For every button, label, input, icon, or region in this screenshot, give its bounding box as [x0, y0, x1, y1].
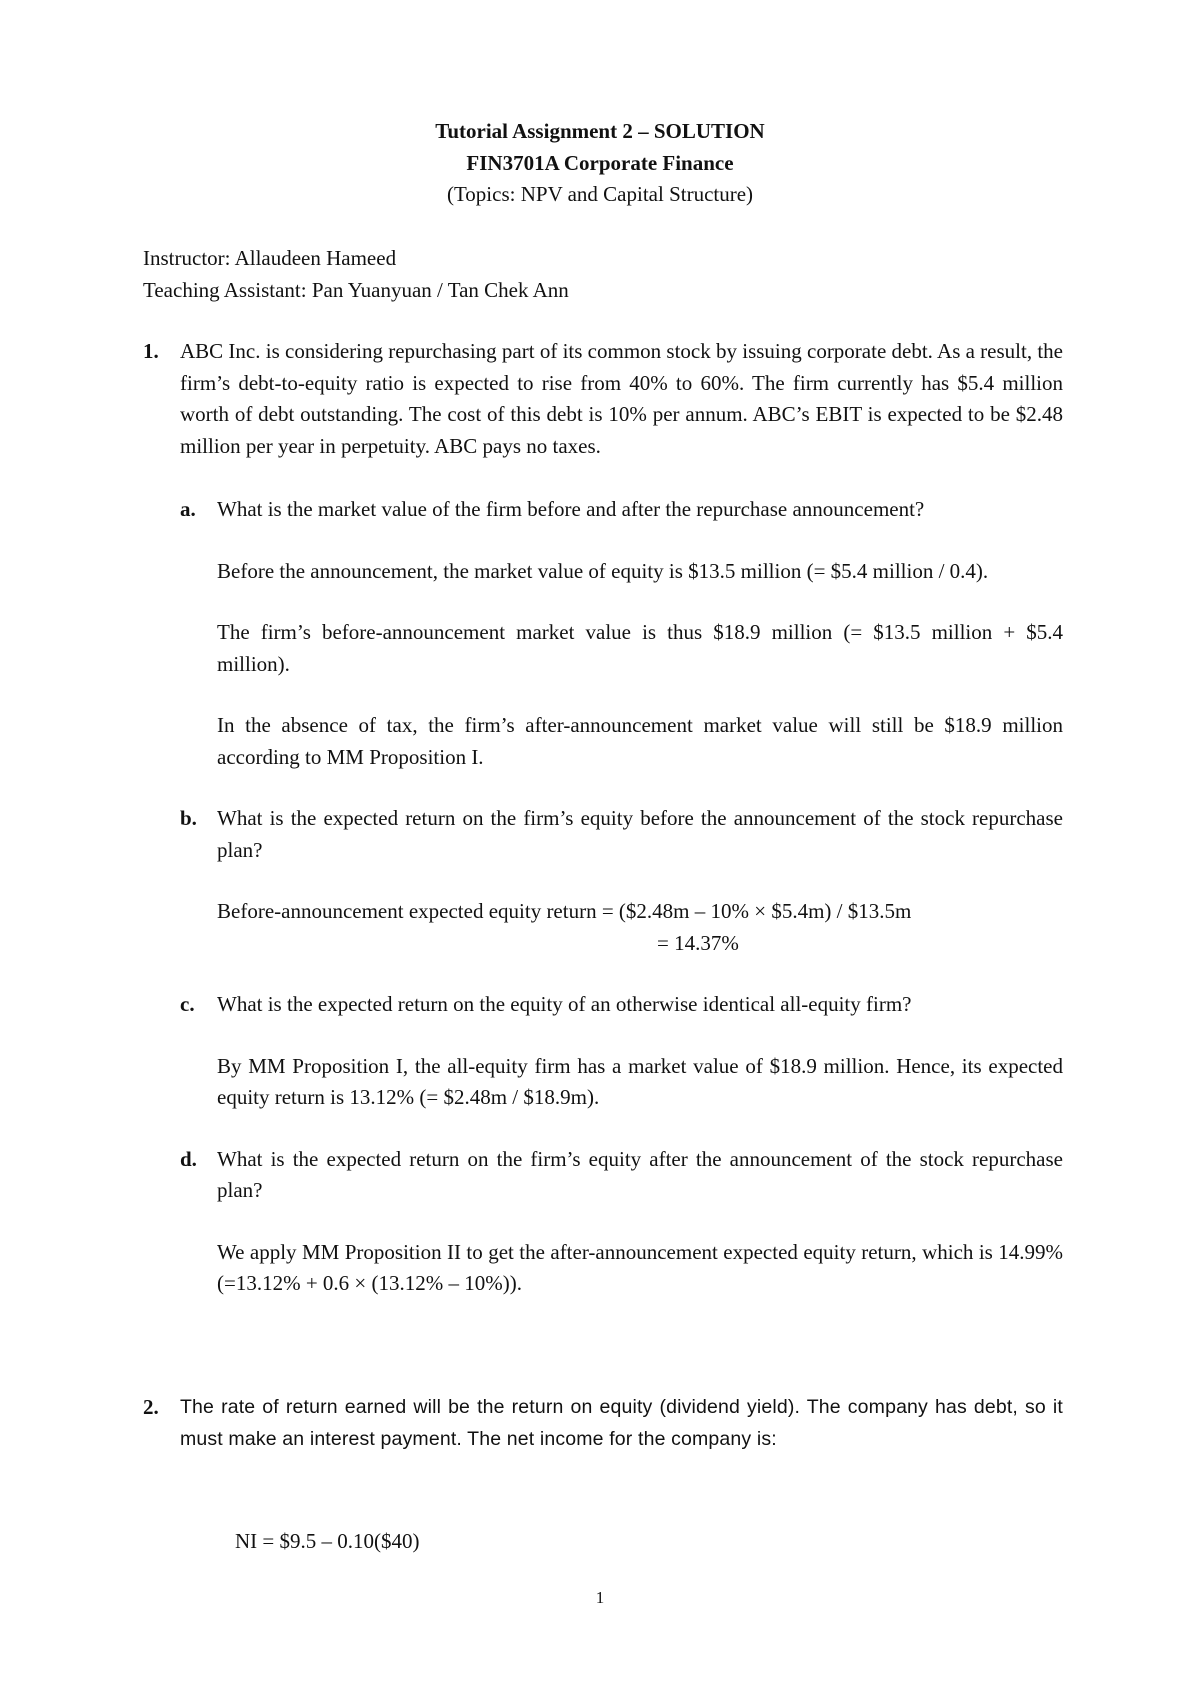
teaching-assistant-line: Teaching Assistant: Pan Yuanyuan / Tan Chek Ann [143, 277, 569, 302]
topics-line: (Topics: NPV and Capital Structure) [446, 182, 754, 206]
document-title: Tutorial Assignment 2 – SOLUTION [435, 119, 765, 143]
question-1b-prompt: What is the expected return on the firm’s equity before the announcement of the stock repurchase plan? [217, 806, 1063, 862]
question-2-number: 2. [143, 1395, 159, 1419]
question-1 [143, 336, 1063, 1300]
document-header [0, 116, 1200, 211]
question-1b-letter: b. [180, 806, 197, 830]
question-1a-letter: a. [180, 497, 196, 521]
question-1-text: ABC Inc. is considering repurchasing part of its common stock by issuing corporate debt. As a result, the firm’s debt-to-equity ratio is expected to rise from 40% to 60%. The firm currently has $5.4 million worth of debt outstanding. The cost of this debt is 10% per annum. ABC’s EBIT is expected to be $2.48 million per year in perpetuity. ABC pays no taxes. [180, 339, 1063, 458]
question-1a-answer-3: In the absence of tax, the firm’s after-announcement market value will still be $18.9 million according to MM Proposition I. [217, 713, 1063, 769]
question-1d-answer: We apply MM Proposition II to get the after-announcement expected equity return, which is 14.99% (=13.12% + 0.6 × (13.12% – 10%)). [217, 1239, 1063, 1295]
question-1d-letter: d. [180, 1146, 197, 1171]
question-1d [180, 1144, 1063, 1300]
question-1a-answer-1: Before the announcement, the market value of equity is $13.5 million (= $5.4 million / 0.4). [217, 558, 989, 583]
question-1c [180, 989, 1063, 1114]
question-1-number: 1. [143, 339, 159, 363]
question-1b-calculation: Before-announcement expected equity return = ($2.48m – 10% × $5.4m) / $13.5m [217, 899, 912, 923]
question-2-text: The rate of return earned will be the return on equity (dividend yield). The company has debt, so it must make an interest payment. The net income for the company is: [180, 1396, 1063, 1450]
question-1c-letter: c. [180, 992, 195, 1016]
question-1a [180, 494, 1063, 773]
question-1a-answer-2: The firm’s before-announcement market value is thus $18.9 million (= $13.5 million + $5.4 million). [217, 620, 1063, 676]
question-1d-prompt: What is the expected return on the firm’s equity after the announcement of the stock repurchase plan? [217, 1146, 1063, 1202]
question-1c-prompt: What is the expected return on the equity of an otherwise identical all-equity firm? [217, 992, 912, 1016]
course-title: FIN3701A Corporate Finance [466, 150, 734, 175]
question-1a-prompt: What is the market value of the firm before and after the repurchase announcement? [217, 497, 925, 521]
question-2 [143, 1392, 1063, 1455]
net-income-formula: NI = $9.5 – 0.10($40) [235, 1529, 420, 1553]
spacer [143, 462, 1063, 494]
question-1c-answer: By MM Proposition I, the all-equity firm has a market value of $18.9 million. Hence, its expected equity return is 13.12% (= $2.48m / $18.9m). [217, 1053, 1063, 1109]
question-1b-result: = 14.37% [657, 930, 739, 955]
instructor-line: Instructor: Allaudeen Hameed [143, 246, 397, 270]
staff-block [143, 243, 569, 306]
question-1b [180, 803, 1063, 959]
page-number: 1 [595, 1588, 605, 1607]
